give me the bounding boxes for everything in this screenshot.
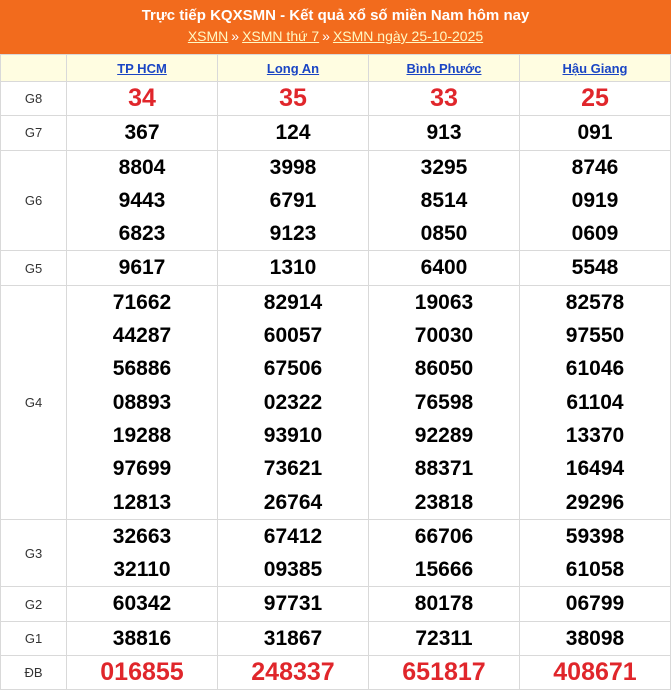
result-cell-hau-giang <box>520 519 671 587</box>
result-number: 73621 <box>263 457 323 481</box>
result-number: 97699 <box>112 457 172 481</box>
result-number: 08893 <box>112 390 172 414</box>
prize-label: G5 <box>1 251 67 285</box>
result-cell-long-an <box>218 587 369 621</box>
prize-row <box>1 656 671 690</box>
prize-label: G2 <box>1 587 67 621</box>
result-number: 1310 <box>269 256 317 280</box>
result-cell-tp-hcm <box>67 285 218 519</box>
result-number: 19063 <box>414 290 474 314</box>
result-cell-tp-hcm <box>67 116 218 150</box>
result-number: 3998 <box>269 155 317 179</box>
result-number: 38098 <box>565 626 625 650</box>
result-number: 8746 <box>571 155 619 179</box>
prize-row <box>1 519 671 587</box>
result-cell-hau-giang <box>520 285 671 519</box>
results-body <box>1 82 671 690</box>
result-cell-hau-giang <box>520 116 671 150</box>
result-number: 31867 <box>263 626 323 650</box>
result-cell-tp-hcm <box>67 519 218 587</box>
result-number: 67412 <box>263 524 323 548</box>
province-link-long-an[interactable]: Long An <box>266 60 320 76</box>
result-cell-binh-phuoc <box>369 150 520 251</box>
result-cell-long-an <box>218 285 369 519</box>
result-number: 9617 <box>118 256 166 280</box>
result-number: 8514 <box>420 188 468 212</box>
result-cell-binh-phuoc <box>369 587 520 621</box>
province-link-binh-phuoc[interactable]: Bình Phước <box>406 60 482 76</box>
result-number: 29296 <box>565 490 625 514</box>
province-link-hau-giang[interactable]: Hậu Giang <box>562 60 628 76</box>
result-number: 60342 <box>112 592 172 616</box>
result-number: 61104 <box>566 390 624 414</box>
result-number: 32110 <box>113 558 171 582</box>
result-number: 97550 <box>565 324 625 348</box>
page-title: Trực tiếp KQXSMN - Kết quả xổ số miền Nam hôm nay <box>141 7 530 24</box>
result-number: 66706 <box>414 524 474 548</box>
result-number: 9123 <box>269 222 317 246</box>
breadcrumb-link-xsmn-date[interactable]: XSMN ngày 25-10-2025 <box>332 28 484 44</box>
result-number: 61058 <box>565 558 625 582</box>
result-number: 3295 <box>420 155 468 179</box>
result-cell-long-an <box>218 656 369 690</box>
result-number: 091 <box>577 121 613 145</box>
result-number: 09385 <box>263 558 323 582</box>
result-cell-binh-phuoc <box>369 285 520 519</box>
prize-row <box>1 587 671 621</box>
result-cell-long-an <box>218 251 369 285</box>
prize-row <box>1 285 671 519</box>
province-header-tp-hcm <box>67 55 218 82</box>
province-header-row <box>1 55 671 82</box>
result-number: 67506 <box>263 357 323 381</box>
breadcrumb-separator: » <box>322 28 330 44</box>
result-number: 92289 <box>414 423 474 447</box>
result-number: 0609 <box>571 222 619 246</box>
result-number: 15666 <box>414 558 474 582</box>
result-cell-tp-hcm <box>67 656 218 690</box>
result-number: 35 <box>279 84 307 112</box>
special-prize-number: 248337 <box>251 658 335 687</box>
result-cell-long-an <box>218 150 369 251</box>
result-number: 5548 <box>571 256 619 280</box>
result-number: 367 <box>124 121 160 145</box>
result-cell-tp-hcm <box>67 587 218 621</box>
prize-row <box>1 251 671 285</box>
result-cell-tp-hcm <box>67 251 218 285</box>
result-number: 6791 <box>269 188 317 212</box>
result-number: 70030 <box>414 324 474 348</box>
prize-row <box>1 150 671 251</box>
result-cell-binh-phuoc <box>369 82 520 116</box>
special-prize-number: 408671 <box>553 658 637 687</box>
result-cell-binh-phuoc <box>369 656 520 690</box>
result-number: 88371 <box>414 457 474 481</box>
breadcrumb <box>0 26 671 46</box>
result-cell-hau-giang <box>520 587 671 621</box>
province-header-long-an <box>218 55 369 82</box>
result-number: 76598 <box>414 390 474 414</box>
results-header <box>0 0 671 54</box>
breadcrumb-link-xsmn-weekday[interactable]: XSMN thứ 7 <box>242 28 320 44</box>
result-cell-binh-phuoc <box>369 519 520 587</box>
result-cell-long-an <box>218 82 369 116</box>
prize-label: G3 <box>1 519 67 587</box>
prize-label: ĐB <box>1 656 67 690</box>
result-number: 38816 <box>112 626 172 650</box>
province-header-binh-phuoc <box>369 55 520 82</box>
result-number: 23818 <box>414 490 474 514</box>
result-number: 6400 <box>420 256 468 280</box>
result-cell-hau-giang <box>520 621 671 655</box>
result-cell-hau-giang <box>520 82 671 116</box>
result-number: 12813 <box>112 490 172 514</box>
result-number: 913 <box>426 121 462 145</box>
breadcrumb-separator: » <box>231 28 240 44</box>
result-number: 33 <box>430 84 458 112</box>
prize-row <box>1 621 671 655</box>
result-number: 0919 <box>571 188 619 212</box>
result-number: 8804 <box>118 155 166 179</box>
result-number: 61046 <box>565 357 625 381</box>
result-number: 72311 <box>415 626 473 650</box>
result-cell-long-an <box>218 116 369 150</box>
result-cell-hau-giang <box>520 656 671 690</box>
result-number: 34 <box>128 84 156 112</box>
result-cell-binh-phuoc <box>369 621 520 655</box>
prize-label: G1 <box>1 621 67 655</box>
province-header-hau-giang <box>520 55 671 82</box>
result-cell-binh-phuoc <box>369 251 520 285</box>
result-cell-binh-phuoc <box>369 116 520 150</box>
result-cell-tp-hcm <box>67 150 218 251</box>
result-number: 59398 <box>565 524 625 548</box>
province-link-tp-hcm[interactable]: TP HCM <box>117 60 167 76</box>
result-number: 56886 <box>112 357 172 381</box>
prize-row <box>1 116 671 150</box>
result-number: 19288 <box>112 423 172 447</box>
result-cell-long-an <box>218 519 369 587</box>
result-number: 06799 <box>565 592 625 616</box>
result-number: 26764 <box>263 490 323 514</box>
result-number: 80178 <box>414 592 474 616</box>
result-number: 93910 <box>263 423 323 447</box>
prize-label-header <box>1 55 67 82</box>
result-number: 16494 <box>565 457 625 481</box>
prize-row <box>1 82 671 116</box>
result-number: 0850 <box>420 222 468 246</box>
result-number: 86050 <box>414 357 474 381</box>
result-number: 9443 <box>118 188 166 212</box>
result-number: 124 <box>275 121 311 145</box>
result-number: 6823 <box>118 222 166 246</box>
prize-label: G6 <box>1 150 67 251</box>
breadcrumb-link-xsmn[interactable]: XSMN <box>187 28 229 44</box>
result-cell-tp-hcm <box>67 621 218 655</box>
results-table <box>0 54 671 690</box>
result-number: 44287 <box>112 324 172 348</box>
result-number: 60057 <box>263 324 323 348</box>
special-prize-number: 016855 <box>100 658 184 687</box>
result-cell-hau-giang <box>520 251 671 285</box>
result-cell-hau-giang <box>520 150 671 251</box>
result-number: 82914 <box>263 290 323 314</box>
result-number: 25 <box>581 84 609 112</box>
result-number: 32663 <box>112 524 172 548</box>
result-number: 71662 <box>112 290 172 314</box>
result-cell-long-an <box>218 621 369 655</box>
prize-label: G4 <box>1 285 67 519</box>
prize-label: G7 <box>1 116 67 150</box>
result-number: 13370 <box>565 423 625 447</box>
result-number: 82578 <box>565 290 625 314</box>
result-number: 97731 <box>263 592 323 616</box>
result-number: 02322 <box>263 390 323 414</box>
result-cell-tp-hcm <box>67 82 218 116</box>
prize-label: G8 <box>1 82 67 116</box>
special-prize-number: 651817 <box>402 658 486 687</box>
